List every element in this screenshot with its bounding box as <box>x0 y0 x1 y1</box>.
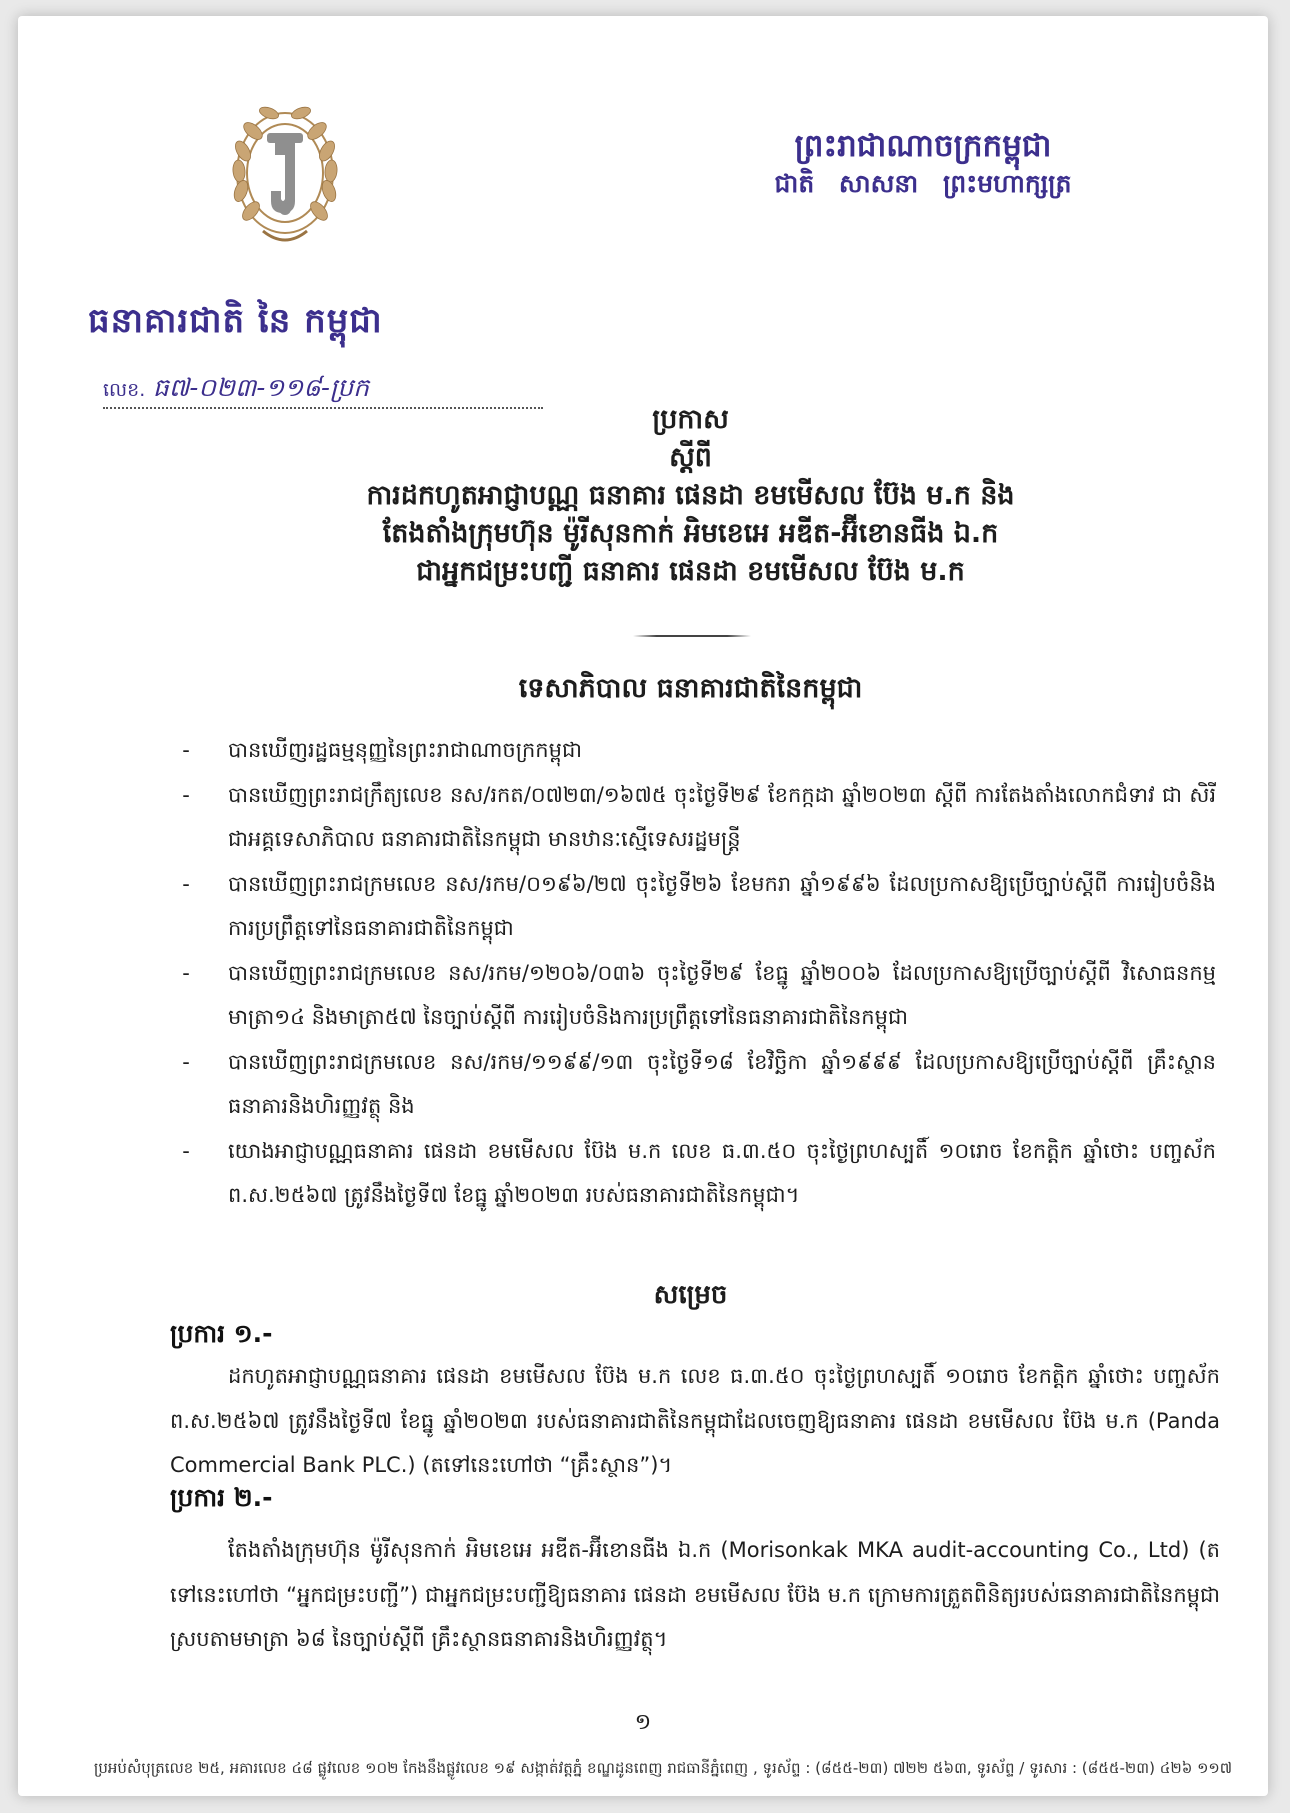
list-item: - យោងអាជ្ញាបណ្ណធនាគារ ផេនដា ខមមើសល ប៊ែង ម.ក លេខ ធ.៣.៥០ ចុះថ្ងៃព្រហស្បតិ៍ ១០រោច ខែកត្តិក ឆ្នាំថោះ បញ្ចស័ក ព.ស.២៥៦៧ ត្រូវនឹងថ្ងៃទី៧ ខែធ្នូ ឆ្នាំ២០២៣ របស់ធនាគារជាតិនៃកម្ពុជា។ <box>182 1138 1216 1207</box>
article-heading: ប្រការ ២.- <box>170 1483 273 1512</box>
list-item: - បានឃើញព្រះរាជក្រមលេខ នស/រកម/០១៩៦/២៧ ចុះថ្ងៃទី២៦ ខែមករា ឆ្នាំ១៩៩៦ ដែលប្រកាសឱ្យប្រើច្បាប់ស្តីពី ការរៀបចំនិងការប្រព្រឹត្តទៅនៃធនាគារជាតិនៃកម្ពុជា <box>182 871 1216 940</box>
title-line-2: តែងតាំងក្រុមហ៊ុន ម៉ូរីសុនកាក់ អិមខេអេ អឌីត-អ៊ីខោនធីង ឯ.ក <box>382 518 999 549</box>
article-2 <box>170 1478 1220 1662</box>
list-item: - បានឃើញព្រះរាជក្រឹត្យលេខ នស/រកត/០៧២៣/១៦៧៥ ចុះថ្ងៃទី២៩ ខែកក្កដា ឆ្នាំ២០២៣ ស្តីពី ការតែងតាំងលោកជំទាវ ជា សិរី ជាអគ្គទេសាភិបាល ធនាគារជាតិនៃកម្ពុជា មានឋានៈស្មើទេសរដ្ឋមន្ត្រី <box>182 782 1216 851</box>
article-text: តែងតាំងក្រុមហ៊ុន ម៉ូរីសុនកាក់ អិមខេអេ អឌីត-អ៊ីខោនធីង ឯ.ក (Morisonkak MKA audit-accounting Co., Ltd) (តទៅនេះហៅថា “អ្នកជម្រះបញ្ជី”) ជាអ្នកជម្រះបញ្ជីឱ្យធនាគារ ផេនដា ខមមើសល ប៊ែង ម.ក ក្រោមការត្រួតពិនិត្យរបស់ធនាគារជាតិនៃកម្ពុជា ស្របតាមមាត្រា ៦៨ នៃច្បាប់ស្តីពី គ្រឹះស្ថានធនាគារនិងហិរញ្ញវត្ថុ។ <box>170 1538 1220 1651</box>
kingdom-title: ព្រះរាជាណាចក្រកម្ពុជា <box>794 128 1052 164</box>
list-item: - បានឃើញព្រះរាជក្រមលេខ នស/រកម/១១៩៩/១៣ ចុះថ្ងៃទី១៨ ខែវិច្ឆិកា ឆ្នាំ១៩៩៩ ដែលប្រកាសឱ្យប្រើច្បាប់ស្តីពី គ្រឹះស្ថានធនាគារនិងហិរញ្ញវត្ថុ និង <box>182 1049 1216 1118</box>
list-item: - បានឃើញព្រះរាជក្រមលេខ នស/រកម/១២០៦/០៣៦ ចុះថ្ងៃទី២៩ ខែធ្នូ ឆ្នាំ២០០៦ ដែលប្រកាសឱ្យប្រើច្បាប់ស្តីពី វិសោធនកម្មមាត្រា១៤ និងមាត្រា៥៧ នៃច្បាប់ស្តីពី ការរៀបចំនិងការប្រព្រឹត្តទៅនៃធនាគារជាតិនៃកម្ពុជា <box>182 960 1216 1029</box>
reference-number: លេខ. ធ៧-០២៣-១១៨-ប្រក <box>103 371 543 409</box>
decides-heading: សម្រេច <box>653 1280 728 1310</box>
title-line-1: ការដកហូតអាជ្ញាបណ្ណ ធនាគារ ផេនដា ខមមើសល ប៊ែង ម.ក និង <box>366 480 1015 511</box>
reference-label: លេខ <box>103 379 140 401</box>
kingdom-header <box>763 126 1083 202</box>
bank-wreath-emblem-icon <box>223 91 348 251</box>
list-item: - បានឃើញរដ្ឋធម្មនុញ្ញនៃព្រះរាជាណាចក្រកម្ពុជា <box>182 738 582 762</box>
reference-value: ធ៧-០២៣-១១៨-ប្រក <box>152 373 370 402</box>
recitals-list <box>176 728 1216 1218</box>
document-page <box>18 16 1268 1796</box>
document-title <box>138 401 1243 591</box>
article-text: ដកហូតអាជ្ញាបណ្ណធនាគារ ផេនដា ខមមើសល ប៊ែង ម.ក លេខ ធ.៣.៥០ ចុះថ្ងៃព្រហស្បតិ៍ ១០រោច ខែកត្តិក ឆ្នាំថោះ បញ្ចស័ក ព.ស.២៥៦៧ ត្រូវនឹងថ្ងៃទី៧ ខែធ្នូ ឆ្នាំ២០២៣ របស់ធនាគារជាតិនៃកម្ពុជាដែលចេញឱ្យធនាគារ ផេនដា ខមមើសល ប៊ែង ម.ក (Panda Commercial Bank PLC.) (តទៅនេះហៅថា “គ្រឹះស្ថាន”)។ <box>170 1364 1220 1477</box>
national-motto: ជាតិ សាសនា ព្រះមហាក្សត្រ <box>774 169 1072 198</box>
article-1 <box>170 1314 1220 1488</box>
bank-name: ធនាគារជាតិ នៃ កម្ពុជា <box>88 301 383 341</box>
title-line-3: ជាអ្នកជម្រះបញ្ជី ធនាគារ ផេនដា ខមមើសល ប៊ែង ម.ក <box>416 556 965 587</box>
article-heading: ប្រការ ១.- <box>170 1319 273 1348</box>
page-number: ១ <box>634 1710 652 1735</box>
title-divider <box>633 635 751 637</box>
doc-about: ស្តីពី <box>669 442 712 473</box>
footer-address: ប្រអប់សំបុត្រលេខ ២៥, អគារលេខ ៤៨ ផ្លូវលេខ ១០២ កែងនឹងផ្លូវលេខ ១៩ សង្កាត់វត្តភ្នំ ខណ្ឌដូនពេញ រាជធានីភ្នំពេញ , ទូរស័ព្ទ : (៨៥៥-២៣) ៧២២ ៥៦៣, ទូរស័ព្ទ / ទូរសារ : (៨៥៥-២៣) ៤២៦ ១១៧ <box>93 1759 1233 1777</box>
governor-heading: ទេសាភិបាល ធនាគារជាតិនៃកម្ពុជា <box>518 673 863 704</box>
doc-type: ប្រកាស <box>652 404 729 435</box>
